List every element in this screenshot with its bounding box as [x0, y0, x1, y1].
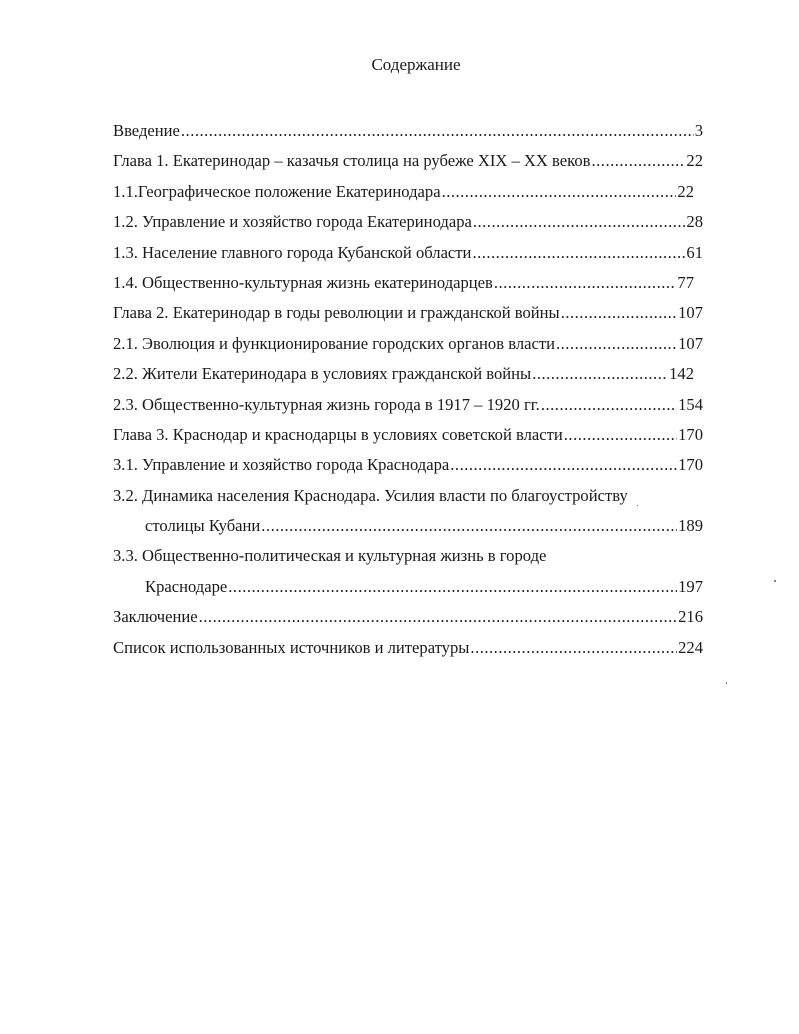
- toc-entry-page: 61: [686, 242, 703, 262]
- toc-entry: [113, 329, 703, 359]
- toc-entry: [113, 298, 703, 328]
- toc-entry-label: 1.2. Управление и хозяйство города Екатеринодара: [113, 212, 472, 232]
- toc-entry-page: 107: [678, 303, 703, 323]
- toc-entry-page: 197: [678, 576, 703, 596]
- toc-entry-page: 224: [678, 637, 703, 657]
- toc-entry-label: 3.2. Динамика населения Краснодара. Усилия власти по благоустройству: [113, 485, 628, 505]
- toc-entry: [113, 116, 703, 146]
- toc-entry-label: Глава 3. Краснодар и краснодарцы в условиях советской власти: [113, 424, 563, 444]
- toc-title: Содержание: [371, 55, 461, 74]
- dot-leader: [532, 359, 668, 389]
- dot-leader: [592, 146, 686, 176]
- dot-leader: [556, 329, 677, 359]
- dot-leader: [473, 207, 686, 237]
- toc-entry-page: 170: [678, 424, 703, 444]
- toc-entry-page: 216: [678, 607, 703, 627]
- toc-entry-label: 3.3. Общественно-политическая и культурная жизнь в городе: [113, 546, 547, 566]
- dot-leader: [494, 268, 677, 298]
- dot-leader: [228, 572, 677, 602]
- toc-entry-label: 1.4. Общественно-культурная жизнь екатеринодарцев: [113, 272, 493, 292]
- toc-entry-label: 2.1. Эволюция и функционирование городских органов власти: [113, 333, 555, 353]
- toc-entry: [113, 541, 703, 571]
- toc-entry: [113, 390, 703, 420]
- dot-leader: [472, 238, 685, 268]
- toc-entry: [113, 450, 703, 480]
- toc-entry-page: 22: [677, 181, 694, 201]
- toc-entry: [113, 207, 703, 237]
- toc-entry: [113, 359, 703, 389]
- toc-entry-page: 170: [678, 455, 703, 475]
- toc-entry-continuation-label: столицы Кубани: [145, 516, 261, 536]
- toc-entry-label: 1.1.Географическое положение Екатеринодара: [113, 181, 441, 201]
- dot-leader: [442, 177, 677, 207]
- toc-entry-page: 107: [678, 333, 703, 353]
- table-of-contents: [113, 116, 703, 663]
- toc-entry: [113, 633, 703, 663]
- scan-speck: [726, 682, 727, 684]
- toc-entry: [113, 268, 703, 298]
- toc-entry: [113, 481, 703, 511]
- dot-leader: [181, 116, 694, 146]
- toc-entry-label: 3.1. Управление и хозяйство города Краснодара: [113, 455, 450, 475]
- dot-leader: [450, 450, 677, 480]
- dot-leader: [541, 390, 677, 420]
- dot-leader: [199, 602, 677, 632]
- scan-speck: [774, 580, 776, 582]
- toc-entry: [113, 238, 703, 268]
- toc-entry-label: 2.2. Жители Екатеринодара в условиях гражданской войны: [113, 364, 532, 384]
- dot-leader: [561, 298, 677, 328]
- toc-entry-label: Введение: [113, 121, 180, 140]
- toc-entry-continuation: [113, 511, 703, 541]
- toc-entry-page: 77: [677, 272, 694, 292]
- toc-entry-page: 142: [669, 364, 694, 384]
- toc-entry-label: 2.3. Общественно-культурная жизнь города в 1917 – 1920 гг.: [113, 394, 540, 414]
- toc-entry-page: 154: [678, 394, 703, 414]
- toc-entry: [113, 420, 703, 450]
- toc-entry-page: 3: [694, 121, 703, 140]
- toc-entry: [113, 146, 703, 176]
- toc-entry-page: 22: [686, 151, 703, 171]
- dot-leader: [470, 633, 677, 663]
- toc-entry-label: Глава 2. Екатеринодар в годы революции и гражданской войны: [113, 303, 560, 323]
- toc-entry-continuation-label: Краснодаре: [145, 576, 228, 596]
- toc-entry-page: 28: [686, 212, 703, 232]
- scan-speck: [637, 505, 638, 506]
- toc-entry: [113, 602, 703, 632]
- toc-entry-page: 189: [678, 516, 703, 536]
- toc-entry-label: Список использованных источников и литературы: [113, 637, 470, 657]
- toc-entry-label: Глава 1. Екатеринодар – казачья столица на рубеже XIX – XX веков: [113, 151, 591, 171]
- toc-entry: [113, 177, 703, 207]
- toc-entry-label: 1.3. Население главного города Кубанской области: [113, 242, 472, 262]
- dot-leader: [564, 420, 677, 450]
- dot-leader: [261, 511, 677, 541]
- toc-entry-continuation: [113, 572, 703, 602]
- toc-entry-label: Заключение: [113, 607, 198, 627]
